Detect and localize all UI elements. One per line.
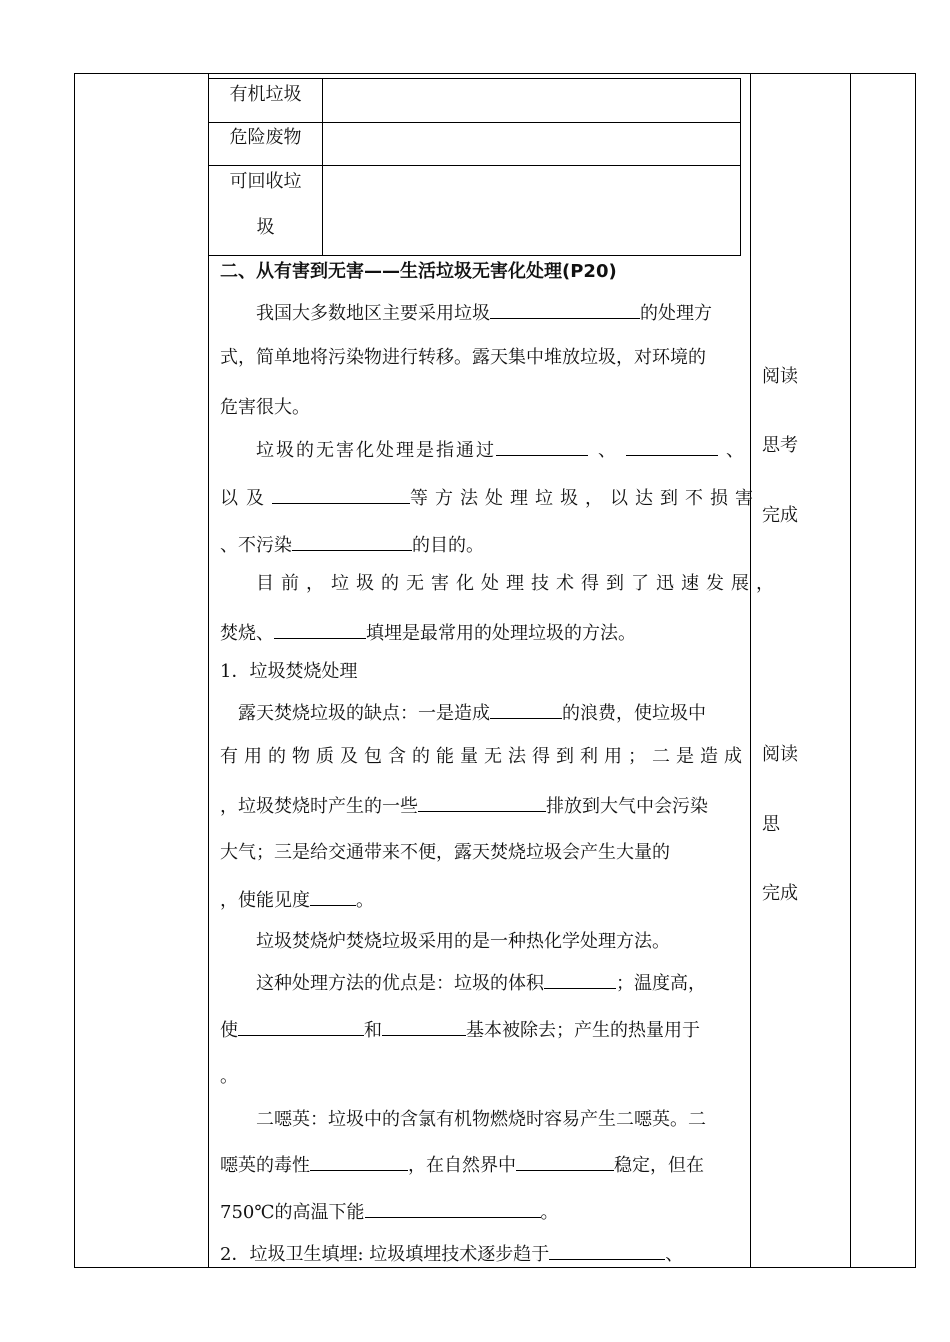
p6-text-b: ；温度高，	[616, 973, 706, 994]
p4-line3	[220, 793, 742, 819]
p4-text-b: 的浪费，使垃圾中	[562, 703, 706, 724]
p3-text-b: 焚烧、	[220, 623, 274, 644]
p6-line1	[220, 970, 778, 996]
section-heading: 二、从有害到无害——生活垃圾无害化处理(P20)	[220, 261, 617, 282]
p4-line4: 大气；三是给交通带来不便，露天焚烧垃圾会产生大量的	[220, 842, 670, 863]
p2-text-a: 垃圾的无害化处理是指通过	[256, 440, 496, 461]
blank-stability[interactable]	[516, 1152, 614, 1171]
p1-line3: 危害很大。	[220, 397, 310, 418]
p7-line2	[220, 1152, 742, 1178]
outer-col-line-3	[750, 73, 751, 1268]
blank-harmless-1[interactable]	[496, 437, 588, 456]
subheading-incineration: 1．垃圾焚烧处理	[220, 661, 358, 682]
subheading-landfill	[220, 1241, 742, 1267]
p4-text-a: 露天焚烧垃圾的缺点：一是造成	[238, 703, 490, 724]
blank-visibility[interactable]	[310, 887, 356, 906]
p6-text-c: 使	[220, 1020, 238, 1041]
p7-text-d: 稳定，但在	[614, 1155, 704, 1176]
side-note-complete-2: 完成	[762, 883, 798, 904]
blank-pollutant-gas[interactable]	[418, 793, 546, 812]
p2-line2	[220, 485, 760, 511]
blank-landfill-trend[interactable]	[549, 1241, 665, 1260]
p7-text-f: 。	[540, 1202, 559, 1223]
p2-sep1: 、	[598, 440, 616, 461]
blank-high-temp[interactable]	[365, 1199, 541, 1218]
p2-line3	[220, 532, 742, 558]
side-note-think-2: 思	[762, 814, 780, 835]
p4-text-d: ，垃圾焚烧时产生的一些	[220, 796, 418, 817]
p2-line1	[220, 437, 778, 463]
inner-row-divider-1	[209, 122, 740, 123]
outer-table-bottom-border	[74, 1267, 916, 1268]
p2-sep2: 、	[726, 440, 744, 461]
p1-line2: 式，简单地将污染物进行转移。露天集中堆放垃圾，对环境的	[220, 347, 706, 368]
p2-text-c: 等方法处理垃圾，以达到不损害	[410, 488, 760, 509]
blank-no-pollution[interactable]	[292, 532, 412, 551]
sub2-text-a: 2．垃圾卫生填埋: 垃圾填埋技术逐步趋于	[220, 1244, 550, 1265]
p2-text-b: 以及	[220, 488, 272, 509]
p4-line5	[220, 887, 742, 913]
p6-text-a: 这种处理方法的优点是：垃圾的体积	[256, 973, 544, 994]
side-note-read-2: 阅读	[762, 744, 798, 765]
side-note-read-1: 阅读	[762, 366, 798, 387]
inner-table	[208, 78, 741, 256]
inner-row-label-organic: 有机垃圾	[229, 84, 302, 105]
p7-line1: 二噁英：垃圾中的含氯有机物燃烧时容易产生二噁英。二	[256, 1109, 706, 1130]
p3-line1: 目前，垃圾的无害化处理技术得到了迅速发展，	[256, 573, 781, 594]
blank-waste-resource[interactable]	[490, 700, 562, 719]
blank-disposal-method[interactable]	[490, 300, 640, 319]
p6-line2	[220, 1017, 742, 1043]
p3-text-c: 填埋是最常用的处理垃圾的方法。	[366, 623, 636, 644]
inner-row-label-recyclable: 可回收垃	[229, 171, 302, 192]
p6-text-d: 和	[364, 1020, 382, 1041]
p2-text-d: 、不污染	[220, 535, 292, 556]
p7-text-b: 噁英的毒性	[220, 1155, 310, 1176]
blank-removed-2[interactable]	[382, 1017, 466, 1036]
p2-text-e: 的目的。	[412, 535, 484, 556]
inner-row-label-recyclable-cont: 圾	[256, 217, 275, 238]
inner-col-divider	[322, 79, 323, 255]
p4-text-e: 排放到大气中会污染	[546, 796, 708, 817]
blank-harmless-3[interactable]	[272, 485, 410, 504]
p6-line3: 。	[220, 1066, 238, 1087]
blank-toxicity[interactable]	[310, 1152, 408, 1171]
blank-treatment-method[interactable]	[274, 620, 366, 639]
blank-removed-1[interactable]	[238, 1017, 364, 1036]
outer-col-line-5	[915, 73, 916, 1268]
outer-col-line-4	[850, 73, 851, 1268]
p6-text-e: 基本被除去；产生的热量用于	[466, 1020, 700, 1041]
p3-line2	[220, 620, 742, 646]
sub2-text-b: 、	[665, 1244, 684, 1265]
p7-line3	[220, 1199, 742, 1225]
p5-line1: 垃圾焚烧炉焚烧垃圾采用的是一种热化学处理方法。	[256, 931, 670, 952]
side-note-complete-1: 完成	[762, 505, 798, 526]
outer-col-line-1	[74, 73, 75, 1268]
p1-line1	[220, 300, 778, 326]
outer-table-top-border	[74, 73, 916, 74]
p7-text-e: 750℃的高温下能	[220, 1202, 365, 1223]
inner-row-label-hazardous: 危险废物	[229, 127, 302, 148]
p4-text-h: 。	[356, 890, 374, 911]
p4-text-g: ，使能见度	[220, 890, 310, 911]
blank-harmless-2[interactable]	[626, 437, 718, 456]
p1-text-b: 的处理方	[640, 303, 712, 324]
p4-line1	[220, 700, 760, 726]
side-note-think-1: 思考	[762, 435, 798, 456]
p1-text-a: 我国大多数地区主要采用垃圾	[256, 303, 490, 324]
p7-text-c: ，在自然界中	[408, 1155, 516, 1176]
p4-line2: 有用的物质及包含的能量无法得到利用；二是造成	[220, 746, 748, 767]
inner-row-divider-2	[209, 165, 740, 166]
blank-volume[interactable]	[544, 970, 616, 989]
